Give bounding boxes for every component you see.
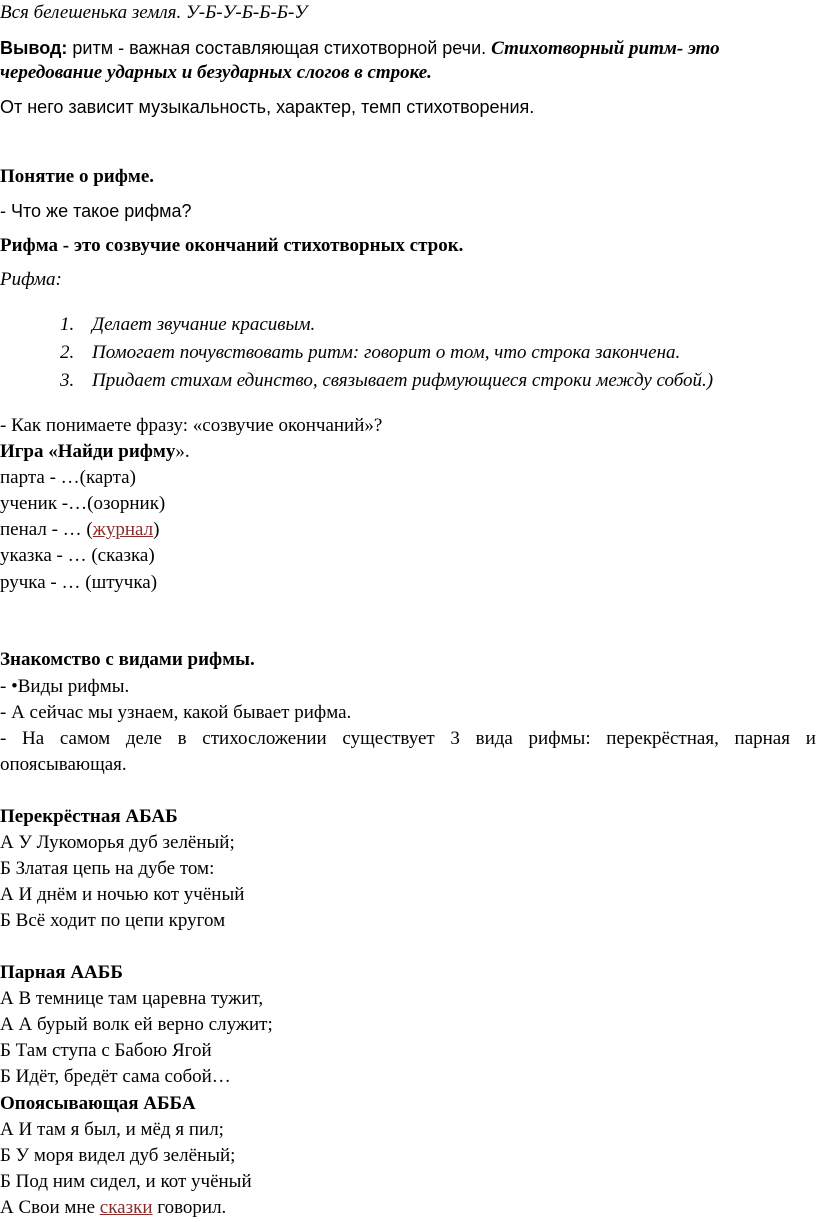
game-line: парта - …(карта) — [0, 467, 136, 488]
types-heading: Знакомство с видами рифмы. — [0, 649, 255, 670]
justified-word: деле — [125, 728, 162, 749]
poem-line: Б У моря видел дуб зелёный; — [0, 1145, 236, 1166]
poem-line: Б Идёт, бредёт сама собой… — [0, 1066, 231, 1087]
types-line: опоясывающая. — [0, 754, 127, 775]
ring-rhyme-heading: Опоясывающая АББА — [0, 1093, 196, 1114]
depends-paragraph: От него зависит музыкальность, характер, темп стихотворения. — [0, 97, 535, 117]
poem-line: Б Под ним сидел, и кот учёный — [0, 1171, 252, 1192]
poem-line: А И там я был, и мёд я пил; — [0, 1119, 224, 1140]
conclusion-text: ритм - важная составляющая стихотворной речи. — [67, 38, 492, 58]
conclusion-label: Вывод: — [0, 38, 68, 58]
game-line-text: пенал - … ( — [0, 519, 93, 540]
justified-word: вида — [475, 728, 513, 749]
justified-word: 3 — [450, 728, 460, 749]
game-title-bold: Игра «Найди рифму — [0, 441, 176, 462]
pair-rhyme-heading: Парная ААББ — [0, 962, 123, 983]
rhythm-scheme-line: Вся белешенька земля. У-Б-У-Б-Б-Б-У — [0, 2, 308, 23]
game-line: указка - … (сказка) — [0, 545, 155, 566]
types-justified-line — [0, 728, 816, 750]
game-line: ручка - … (штучка) — [0, 572, 158, 593]
rhyme-list-item — [60, 342, 800, 364]
conclusion-definition-cont: чередование ударных и безударных слогов в строке. — [0, 62, 432, 83]
list-number: 3. — [60, 370, 75, 391]
game-line: ученик -…(озорник) — [0, 493, 166, 514]
poem-line: А А бурый волк ей верно служит; — [0, 1014, 273, 1035]
rhyme-question: - Что же такое рифма? — [0, 201, 192, 221]
game-line-text: ) — [153, 519, 160, 540]
justified-word: - — [0, 728, 7, 749]
poem-line: А В темнице там царевна тужит, — [0, 988, 264, 1009]
rhyme-list-item — [60, 370, 800, 392]
justified-word: парная — [734, 728, 790, 749]
conclusion-definition: Стихотворный ритм- это — [491, 38, 720, 59]
rhyme-list-item — [60, 314, 800, 336]
list-text: Делает звучание красивым. — [92, 314, 316, 335]
game-title-end: ». — [175, 441, 190, 462]
poem-line: Б Златая цепь на дубе том: — [0, 858, 215, 879]
game-line — [0, 519, 816, 541]
justified-word: и — [805, 728, 816, 749]
rhyme-heading: Понятие о рифме. — [0, 166, 155, 187]
list-text: Придает стихам единство, связывает рифмующиеся строки между собой.) — [92, 370, 714, 391]
game-title — [0, 441, 816, 463]
justified-word: в — [177, 728, 187, 749]
list-number: 2. — [60, 342, 75, 363]
poem-line: А И днём и ночью кот учёный — [0, 884, 245, 905]
rhyme-definition: Рифма - это созвучие окончаний стихотворных строк. — [0, 235, 464, 256]
phrase-question: - Как понимаете фразу: «созвучие окончаний»? — [0, 415, 383, 436]
types-line: - •Виды рифмы. — [0, 676, 130, 697]
poem-line-text: говорил. — [152, 1197, 227, 1218]
tales-link[interactable]: сказки — [99, 1197, 153, 1218]
poem-line: Б Там ступа с Бабою Ягой — [0, 1040, 212, 1061]
rhyme-label: Рифма: — [0, 269, 62, 290]
justified-word: стихосложении — [202, 728, 327, 749]
justified-word: перекрёстная, — [606, 728, 719, 749]
justified-word: рифмы: — [528, 728, 591, 749]
conclusion-paragraph — [0, 37, 816, 60]
poem-line — [0, 1197, 816, 1219]
cross-rhyme-heading: Перекрёстная АБАБ — [0, 806, 178, 827]
journal-link[interactable]: журнал — [92, 519, 154, 540]
poem-line: А У Лукоморья дуб зелёный; — [0, 832, 235, 853]
justified-word: самом — [59, 728, 111, 749]
justified-word: существует — [342, 728, 435, 749]
justified-word: На — [22, 728, 45, 749]
list-number: 1. — [60, 314, 75, 335]
types-line: - А сейчас мы узнаем, какой бывает рифма. — [0, 702, 352, 723]
list-text: Помогает почувствовать ритм: говорит о том, что строка закончена. — [92, 342, 681, 363]
poem-line-text: А Свои мне — [0, 1197, 100, 1218]
poem-line: Б Всё ходит по цепи кругом — [0, 910, 226, 931]
